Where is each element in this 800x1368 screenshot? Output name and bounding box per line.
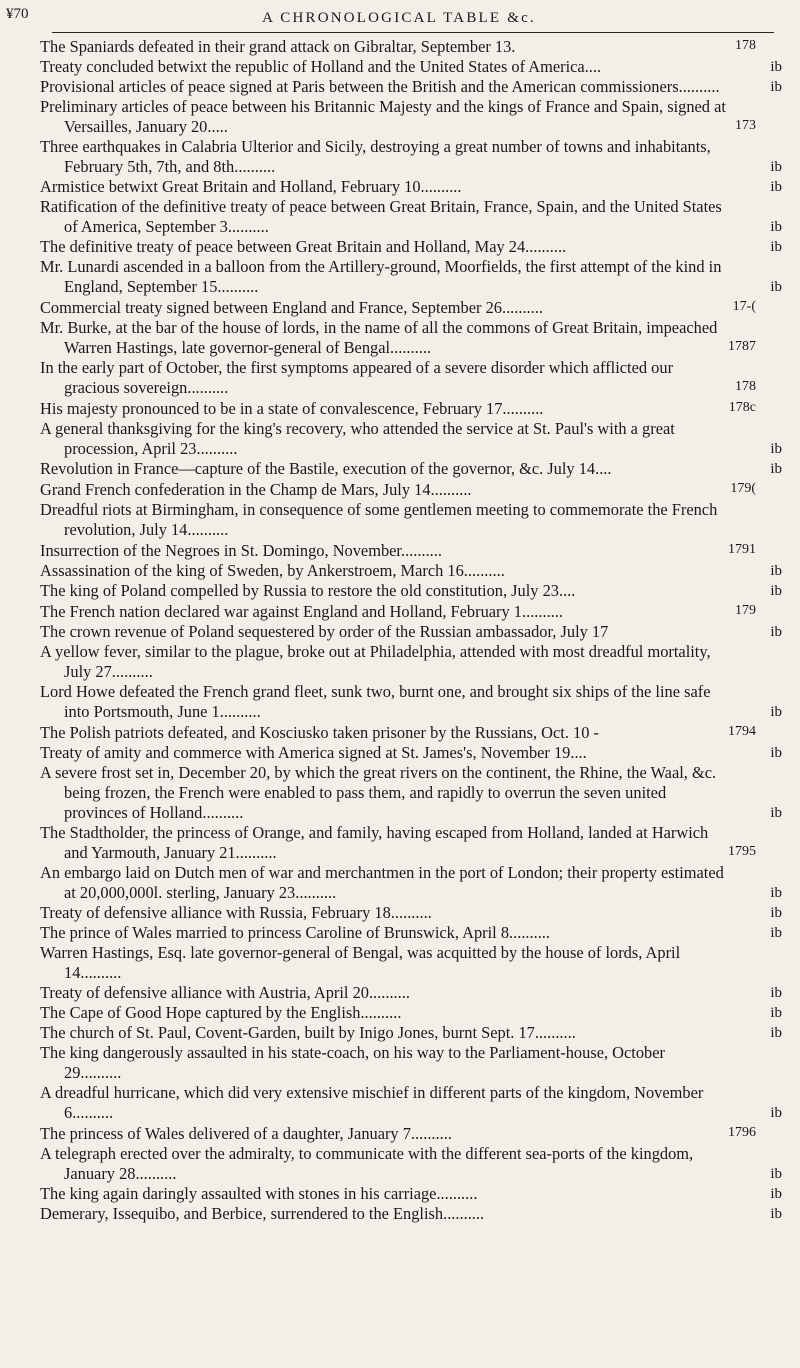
page-header — [6, 4, 792, 30]
chronology-entry — [40, 297, 786, 318]
chronology-entry — [40, 77, 786, 97]
chronology-entry — [40, 622, 786, 642]
entry-ibid: ib — [770, 563, 782, 579]
chronology-entry — [40, 1144, 786, 1184]
entry-year — [726, 76, 756, 77]
entry-text: In the early part of October, the first symptoms appeared of a severe disorder which afflicted our gracious sovereign.......... — [40, 358, 674, 397]
entry-ibid: ib — [770, 1206, 782, 1222]
entry-year — [726, 580, 756, 581]
page-number: ¥70 — [6, 6, 29, 22]
entry-ibid: ib — [770, 461, 782, 477]
entry-text: Three earthquakes in Calabria Ulterior and Sicily, destroying a great number of towns and inhabitants, February 5th, 7th, and 8th.......... — [40, 137, 711, 176]
entry-year — [726, 1203, 756, 1204]
entry-year: 1795 — [728, 844, 756, 859]
entry-year — [726, 902, 756, 903]
entry-year — [726, 1022, 756, 1023]
entry-text: Preliminary articles of peace between his Britannic Majesty and the kings of France and Spain, signed at Versailles, January 20..... — [40, 97, 726, 136]
entry-year — [726, 1183, 756, 1184]
entry-ibid: ib — [770, 219, 782, 235]
entry-text: The princess of Wales delivered of a daughter, January 7.......... — [40, 1124, 452, 1143]
entry-ibid: ib — [770, 59, 782, 75]
chronology-entry — [40, 398, 786, 419]
entry-text: Treaty of defensive alliance with Austria, April 20.......... — [40, 983, 410, 1002]
chronology-entry — [40, 1123, 786, 1144]
chronology-entry — [40, 318, 786, 358]
entry-text: Warren Hastings, Esq. late governor-general of Bengal, was acquitted by the house of lords, April 14.......... — [40, 943, 681, 982]
entry-year — [726, 1002, 756, 1003]
entry-ibid: ib — [770, 239, 782, 255]
entry-ibid: ib — [770, 805, 782, 821]
entry-ibid: ib — [770, 745, 782, 761]
entry-text: Commercial treaty signed between England and France, September 26.......... — [40, 298, 543, 317]
entry-ibid: ib — [770, 925, 782, 941]
entry-year — [726, 1082, 756, 1083]
chronology-entry — [40, 1023, 786, 1043]
chronology-entry — [40, 682, 786, 722]
chronology-entry — [40, 943, 786, 983]
entry-text: The king of Poland compelled by Russia to restore the old constitution, July 23.... — [40, 581, 576, 600]
chronology-entry — [40, 36, 786, 57]
chronology-entry — [40, 257, 786, 297]
chronology-entry — [40, 561, 786, 581]
entry-year — [726, 256, 756, 257]
chronology-entry — [40, 763, 786, 823]
chronology-entry — [40, 722, 786, 743]
entry-text: The crown revenue of Poland sequestered by order of the Russian ambassador, July 17 — [40, 622, 609, 641]
entry-text: Revolution in France—capture of the Bastile, execution of the governor, &c. July 14.... — [40, 459, 612, 478]
entry-text: A telegraph erected over the admiralty, to communicate with the different sea-ports of the kingdom, January 28.......... — [40, 1144, 694, 1183]
chronology-entry — [40, 923, 786, 943]
entry-year — [726, 1042, 756, 1043]
chronology-entry — [40, 500, 786, 540]
entry-year — [726, 942, 756, 943]
entry-text: The Polish patriots defeated, and Kosciusko taken prisoner by the Russians, Oct. 10 - — [40, 723, 599, 742]
chronology-entry — [40, 459, 786, 479]
chronology-entry — [40, 581, 786, 601]
entry-text: Ratification of the definitive treaty of peace between Great Britain, France, Spain, and the United States of America, September 3.......... — [40, 197, 722, 236]
chronology-entry — [40, 137, 786, 177]
entry-year: 1796 — [728, 1125, 756, 1140]
entry-year: 179( — [730, 481, 756, 496]
entry-year — [726, 176, 756, 177]
running-title: A CHRONOLOGICAL TABLE &c. — [262, 10, 536, 26]
entry-year — [726, 822, 756, 823]
entry-text: A general thanksgiving for the king's recovery, who attended the service at St. Paul's with a great procession, April 23.......... — [40, 419, 675, 458]
entry-year: 179 — [735, 603, 756, 618]
entry-ibid: ib — [770, 905, 782, 921]
entry-ibid: ib — [770, 1186, 782, 1202]
entry-text: Lord Howe defeated the French grand fleet, sunk two, burnt one, and brought six ships of the line safe into Portsmouth, June 1.......... — [40, 682, 711, 721]
entry-text: Insurrection of the Negroes in St. Domingo, November.......... — [40, 541, 442, 560]
entry-text: Dreadful riots at Birmingham, in consequence of some gentlemen meeting to commemorate the French revolution, July 14.......... — [40, 500, 718, 539]
entry-text: The Cape of Good Hope captured by the English.......... — [40, 1003, 402, 1022]
chronology-entry — [40, 903, 786, 923]
entry-ibid: ib — [770, 79, 782, 95]
entry-ibid: ib — [770, 985, 782, 1001]
entry-ibid: ib — [770, 1166, 782, 1182]
chronology-entry — [40, 358, 786, 398]
entry-text: The prince of Wales married to princess Caroline of Brunswick, April 8.......... — [40, 923, 551, 942]
entry-year: 173 — [735, 118, 756, 133]
entry-ibid: ib — [770, 704, 782, 720]
entry-year: 178c — [728, 400, 756, 415]
entry-text: Provisional articles of peace signed at Paris between the British and the American commissioners.......... — [40, 77, 720, 96]
chronology-entry — [40, 1204, 786, 1224]
entry-text: The king again daringly assaulted with stones in his carriage.......... — [40, 1184, 478, 1203]
entry-text: The Spaniards defeated in their grand attack on Gibraltar, September 13. — [40, 37, 516, 56]
chronology-entry — [40, 237, 786, 257]
chronology-entry — [40, 197, 786, 237]
chronology-entry — [40, 823, 786, 863]
chronology-entry — [40, 57, 786, 77]
entry-ibid: ib — [770, 583, 782, 599]
entry-text: Assassination of the king of Sweden, by Ankerstroem, March 16.......... — [40, 561, 505, 580]
entry-text: A yellow fever, similar to the plague, broke out at Philadelphia, attended with most dreadful mortality, July 27.......... — [40, 642, 711, 681]
entry-text: Treaty concluded betwixt the republic of Holland and the United States of America.... — [40, 57, 602, 76]
entry-year — [726, 96, 756, 97]
entry-year — [726, 641, 756, 642]
entry-year: 1787 — [728, 339, 756, 354]
chronology-entry — [40, 540, 786, 561]
entry-text: A severe frost set in, December 20, by which the great rivers on the continent, the Rhine, the Waal, &c. being frozen, the French were enabled to pass them, and rapidly to overrun the seven united provinces of Holland.......... — [40, 763, 717, 822]
chronology-entry — [40, 177, 786, 197]
entry-year — [726, 762, 756, 763]
chronology-entry — [40, 601, 786, 622]
entry-ibid: ib — [770, 624, 782, 640]
entry-text: The Stadtholder, the princess of Orange, and family, having escaped from Holland, landed at Harwich and Yarmouth, January 21.......... — [40, 823, 709, 862]
entry-text: The French nation declared war against England and Holland, February 1.......... — [40, 602, 563, 621]
entry-ibid: ib — [770, 159, 782, 175]
entry-text: An embargo laid on Dutch men of war and merchantmen in the port of London; their property estimated at 20,000,000l. sterling, January 23.......... — [40, 863, 724, 902]
chronology-entry — [40, 97, 786, 137]
entry-ibid: ib — [770, 1025, 782, 1041]
chronology-entry — [40, 983, 786, 1003]
chronology-entry — [40, 743, 786, 763]
chronology-entry — [40, 1184, 786, 1204]
entry-text: Treaty of defensive alliance with Russia, February 18.......... — [40, 903, 432, 922]
entry-year — [726, 681, 756, 682]
entry-text: A dreadful hurricane, which did very extensive mischief in different parts of the kingdom, November 6.......... — [40, 1083, 704, 1122]
entry-text: Grand French confederation in the Champ de Mars, July 14.......... — [40, 480, 472, 499]
entry-ibid: ib — [770, 441, 782, 457]
entry-year: 178 — [735, 38, 756, 53]
entry-ibid: ib — [770, 885, 782, 901]
entry-year — [726, 922, 756, 923]
entry-year: 1791 — [728, 542, 756, 557]
entry-text: Treaty of amity and commerce with America signed at St. James's, November 19.... — [40, 743, 587, 762]
chronology-entry — [40, 642, 786, 682]
entry-text: Mr. Burke, at the bar of the house of lords, in the name of all the commons of Great Britain, impeached Warren Hastings, late governor-general of Bengal.......... — [40, 318, 718, 357]
entry-year — [726, 196, 756, 197]
entry-ibid: ib — [770, 179, 782, 195]
entry-year — [726, 1223, 756, 1224]
entry-year — [726, 458, 756, 459]
chronology-entries — [40, 36, 786, 1224]
entry-year — [726, 982, 756, 983]
entry-year: 1794 — [728, 724, 756, 739]
entry-ibid: ib — [770, 1005, 782, 1021]
chronology-entry — [40, 863, 786, 903]
entry-text: The definitive treaty of peace between Great Britain and Holland, May 24.......... — [40, 237, 567, 256]
chronology-entry — [40, 1043, 786, 1083]
entry-ibid: ib — [770, 1105, 782, 1121]
header-rule — [52, 32, 774, 33]
entry-ibid: ib — [770, 279, 782, 295]
chronology-entry — [40, 1003, 786, 1023]
entry-text: Armistice betwixt Great Britain and Holland, February 10.......... — [40, 177, 462, 196]
entry-text: His majesty pronounced to be in a state of convalescence, February 17.......... — [40, 399, 544, 418]
entry-text: Mr. Lunardi ascended in a balloon from the Artillery-ground, Moorfields, the first attempt of the kind in England, September 15.......... — [40, 257, 722, 296]
chronology-entry — [40, 419, 786, 459]
entry-year — [726, 236, 756, 237]
entry-text: The king dangerously assaulted in his state-coach, on his way to the Parliament-house, October 29.......... — [40, 1043, 665, 1082]
entry-year: 17-( — [732, 299, 756, 314]
entry-text: Demerary, Issequibo, and Berbice, surrendered to the English.......... — [40, 1204, 485, 1223]
entry-year: 178 — [735, 379, 756, 394]
chronology-entry — [40, 1083, 786, 1123]
chronology-entry — [40, 479, 786, 500]
entry-text: The church of St. Paul, Covent-Garden, built by Inigo Jones, burnt Sept. 17.......... — [40, 1023, 576, 1042]
